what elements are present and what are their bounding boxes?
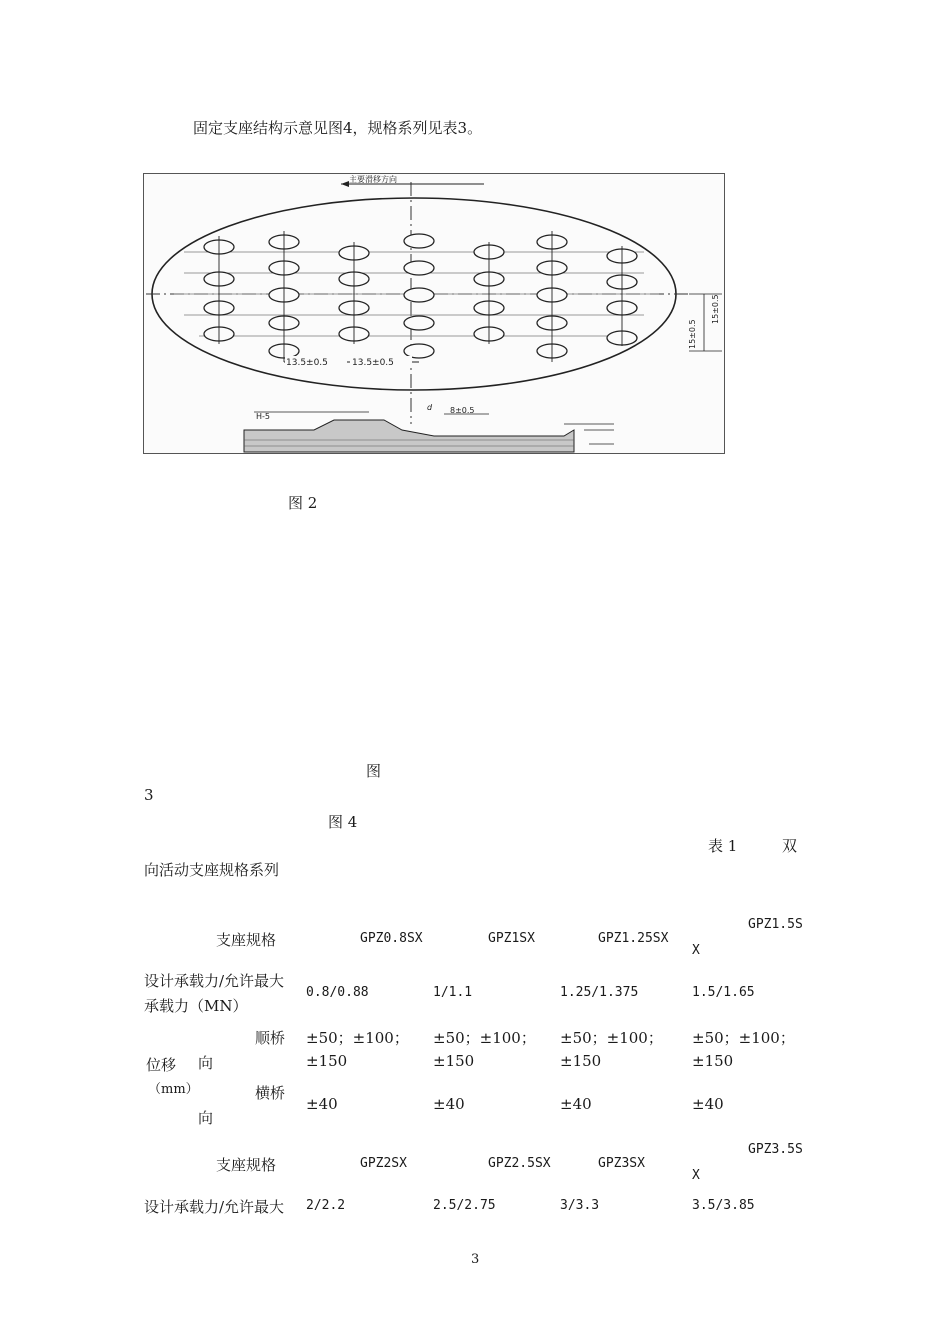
transverse-label-2: 向 (198, 1109, 214, 1127)
intro-text: 固定支座结构示意见图4，规格系列见表3。 (193, 119, 483, 137)
load-cell: 1.5/1.65 (692, 985, 755, 1000)
spec-header-cell-wrap: X (692, 1168, 700, 1183)
longitudinal-cell-2: ±150 (692, 1052, 734, 1070)
longitudinal-label: 顺桥 (255, 1029, 286, 1047)
support-structure-figure (143, 173, 725, 454)
load-row-label: 设计承载力/允许最大 (144, 1198, 285, 1216)
spec-header-cell: GPZ1.25SX (598, 931, 669, 946)
longitudinal-cell: ±50；±100； (433, 1029, 536, 1047)
page-number: 3 (471, 1252, 480, 1267)
spec-header-cell: GPZ3.5S (748, 1142, 803, 1157)
load-cell: 1/1.1 (433, 985, 473, 1000)
longitudinal-cell-2: ±150 (433, 1052, 475, 1070)
displacement-label: 位移 (146, 1056, 177, 1074)
section-body (244, 420, 574, 452)
spec-header-cell: GPZ2SX (360, 1156, 407, 1171)
spec-header-label: 支座规格 (216, 1156, 277, 1174)
spec-header-cell-wrap: X (692, 943, 700, 958)
load-cell: 0.8/0.88 (306, 985, 369, 1000)
longitudinal-cell-2: ±150 (560, 1052, 602, 1070)
spec-header-cell: GPZ3SX (598, 1156, 645, 1171)
longitudinal-cell: ±50；±100； (306, 1029, 409, 1047)
dim-label-h: H-5 (256, 412, 270, 421)
table-title-number: 表 1 (708, 837, 738, 855)
spec-header-cell: GPZ1.5S (748, 917, 803, 932)
spec-header-cell: GPZ2.5SX (488, 1156, 551, 1171)
direction-arrow-head (341, 181, 349, 187)
longitudinal-cell-2: ±150 (306, 1052, 348, 1070)
dim-label-8: 8±0.5 (450, 406, 475, 415)
dim-label-right-2: 15±0.5 (711, 294, 720, 324)
figure-2-caption: 图 2 (288, 494, 318, 512)
dim-label-left: 13.5±0.5 (286, 358, 328, 368)
figure-4-caption: 图 4 (328, 813, 358, 831)
load-cell: 3/3.3 (560, 1198, 600, 1213)
dim-label-right: 13.5±0.5 (352, 358, 394, 368)
transverse-cell: ±40 (433, 1095, 465, 1113)
transverse-cell: ±40 (692, 1095, 724, 1113)
transverse-cell: ±40 (560, 1095, 592, 1113)
transverse-label: 横桥 (255, 1084, 286, 1102)
figure-3-caption-b: 3 (144, 786, 154, 804)
transverse-cell: ±40 (306, 1095, 338, 1113)
longitudinal-cell: ±50；±100； (692, 1029, 795, 1047)
figure-drawing (144, 174, 724, 453)
table-title-word: 双 (782, 837, 798, 855)
load-cell: 3.5/3.85 (692, 1198, 755, 1213)
table-title-rest: 向活动支座规格系列 (144, 861, 280, 879)
displacement-unit: （mm） (148, 1082, 199, 1097)
load-cell: 1.25/1.375 (560, 985, 639, 1000)
load-row-label: 设计承载力/允许最大 (144, 972, 285, 990)
load-cell: 2.5/2.75 (433, 1198, 496, 1213)
dim-label-right-1: 15±0.5 (688, 319, 697, 349)
spec-header-cell: GPZ1SX (488, 931, 535, 946)
spec-header-label: 支座规格 (216, 931, 277, 949)
figure-3-caption-a: 图 (366, 762, 382, 780)
load-cell: 2/2.2 (306, 1198, 346, 1213)
load-row-label-2: 承载力（MN） (144, 997, 248, 1015)
spec-header-cell: GPZ0.8SX (360, 931, 423, 946)
dim-label-d: d (427, 403, 433, 412)
direction-label: 主要滑移方向 (349, 175, 397, 184)
longitudinal-cell: ±50；±100； (560, 1029, 663, 1047)
longitudinal-label-2: 向 (198, 1054, 214, 1072)
